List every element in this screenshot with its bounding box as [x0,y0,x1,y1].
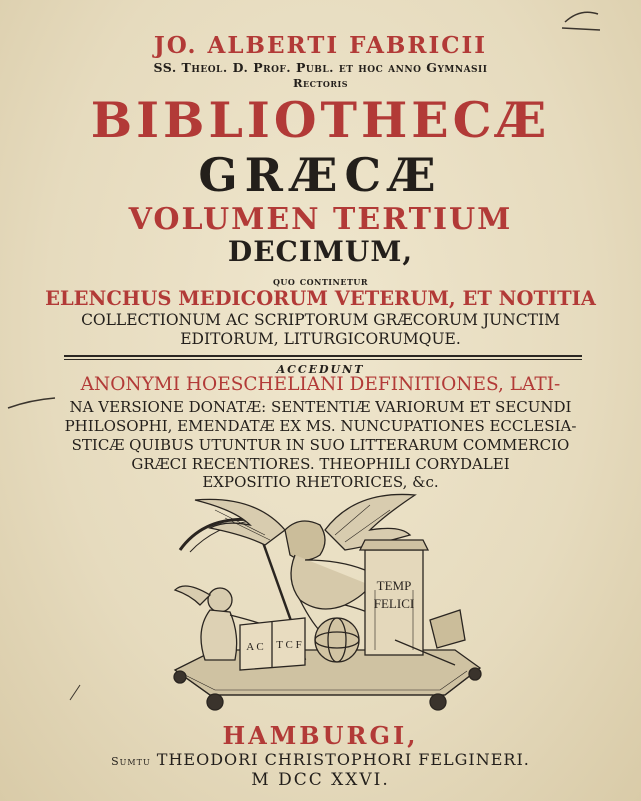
corner-pencil-mark [562,12,600,30]
printers-emblem-engraving [155,490,495,720]
contents-line1: ELENCHUS MEDICORUM VETERUM, ET NOTITIA [45,287,596,310]
publisher-prefix: Sumtu [111,755,151,768]
monument-inscription-line1: TEMP [376,578,412,593]
place-of-publication: HAMBURGI, [222,721,419,750]
author-name: JO. ALBERTI FABRICII [153,32,488,59]
appendix-line3: PHILOSOPHI, EMENDATÆ EX MS. NUNCUPATIONES ECCLESIA- [64,417,577,435]
appendix-line6: EXPOSITIO RHETORICES, &c. [202,473,439,491]
title-line1: BIBLIOTHECÆ [90,91,551,149]
author-titles-line2: Rectoris [292,76,349,90]
appendix-line2: NA VERSIONE DONATÆ: SENTENTIÆ VARIORUM ET SECUNDI [69,398,572,416]
monument-inscription-line2: FELICI [373,596,415,611]
accedunt-label: ACCEDUNT [276,363,365,376]
book-letters-right: T C F [276,639,302,651]
margin-small-stroke [70,685,80,700]
contents-line2: COLLECTIONUM AC SCRIPTORUM GRÆCORUM JUNCTIM [81,311,560,329]
book-letters-left: A C [246,641,264,653]
divider-rule-thin [64,359,582,360]
title-line2: GRÆCÆ [198,148,443,202]
divider-rule-thick [64,355,582,357]
volume-line1: VOLUMEN TERTIUM [128,202,513,237]
appendix-line1: ANONYMI HOESCHELIANI DEFINITIONES, LATI- [80,374,561,395]
publication-year: M DCC XXVI. [251,770,390,790]
author-titles-line1: SS. Theol. D. Prof. Publ. et hoc anno Gymnasii [153,60,488,75]
appendix-line5: GRÆCI RECENTIORES. THEOPHILI CORYDALEI [131,455,510,473]
contents-line3: EDITORUM, LITURGICORUMQUE. [180,330,461,348]
contents-intro: quo continetur [272,275,369,288]
publisher-name: THEODORI CHRISTOPHORI FELGINERI. [156,750,530,769]
volume-line2: DECIMUM, [227,235,414,268]
appendix-line4: STICÆ QUIBUS UTUNTUR IN SUO LITTERARUM COMMERCIO [71,436,570,454]
publisher-line [0,752,641,768]
